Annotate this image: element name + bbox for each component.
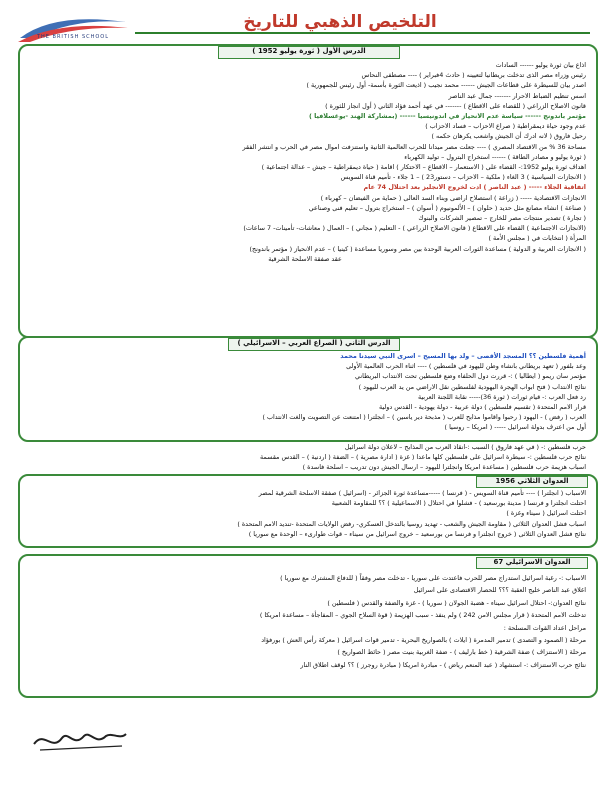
list-item: نتائج فشل العدوان الثلاثى ( خروج انجلترا و فرنسا من بورسعيد – خروج اسرائيل من سيناء – قوات طوارىء – الوحدة مع سوريا ) (248, 529, 586, 538)
list-item: اغلاق عبد الناصر خليج العقبة ؟؟؟ للحصار الاقتصادى على اسرائيل (413, 586, 586, 595)
list-item: رحيل فاروق ( لانه ادرك أن الجيش واشعب يكرهان حكمه ) (431, 132, 586, 141)
list-item: احتلت اسرائيل ( سيناء وغزة ) (506, 509, 586, 518)
list-item: اسس تنظيم الضباط الاحرار ------- جمال عبد الناصر (448, 91, 586, 100)
list-item: مساحة 36 % من الاقتصاد المصري ) ---- جعلت مصر ميدانا للحرب العالمية الثانية واستنزفت اموال مصر في الحرب و انتشر الفقر (242, 142, 586, 151)
list-item: ( الانجازات السياسية ) 3 الغاء ( ملكية – الاحزاب – دستور23 ) – 1 جلاء - تأميم قناة السويس (340, 173, 586, 182)
list-item: (الانجازات الاجتماعية ) القضاء على الاقطاع ( قانون الاصلاح الزراعي ) - التعليم ( مجاني ) – العمال ( معاشات- تأمينات- 7 ساعات) (243, 224, 586, 233)
lesson2-text (24, 351, 586, 433)
signature-icon (30, 722, 130, 756)
list-item: مرحلة ( الصمود و التصدى ) تدمير المدمرة ( ايلات ) بالصواريخ البحرية - تدمير قوات اسرائيل ( معركة رأس العش ) بورفؤاد (261, 636, 586, 645)
list-item: الاسباب :- رغبة اسرائيل استدراج مصر للحرب فاعتدت على سوريا - تدخلت مصر وفقاً ( للدفاع المشترك مع سوريا ) (280, 574, 586, 582)
list-item: احتلت انجلترا و فرنسا ( مدينة بورسعيد ) - فشلوا في احتلال ( الاسماعيلية ) ؟؟ للمقاومة الشعبية (331, 499, 586, 508)
list-item: نتائج حرب الاستنزاف :- استشهاد ( عبد المنعم رياض ) - مبادرة امريكا ( مبادرة روجرز ) ؟؟ لوقف اطلاق النار (300, 660, 586, 669)
lesson4-text (24, 572, 586, 671)
list-item: الاسباب ( انجلترا ) ---- تأميم قناة السويس - ( فرنسا ) -----مساعدة ثورة الجزائر - (اسرائيل ) صفقة الاسلحة الشرقية لمصر (258, 489, 586, 497)
list-item: اذاع بيان ثورة يوليو ------ السادات (495, 61, 586, 69)
list-item: أهمية فلسطين ؟؟ المسجد الأقصى – ولد بها المسيح – اسرى النبي سيدنا محمد (340, 352, 586, 360)
lesson1-title: الدرس الأول ( ثورة يوليو 1952 ) (218, 46, 400, 59)
school-logo-text: THE BRITISH SCHOOL (36, 34, 110, 40)
list-item: اصدر بيان للسيطرة على قطاعات الجيش ------ محمد نجيب ( اذيعت الثورة بأسمة- أول رئيس للجمهورية ) (306, 81, 586, 90)
list-item: مؤتمر باندونج ------ سياسة عدم الانحياز في اندونيسيا ------ (بمشاركة الهند -يوغسلافيا ) (308, 112, 586, 121)
list-item: اسباب فشل العدوان الثلاثى ( مقاومة الجيش والشعب - تهديد روسيا بالتدخل العسكري- رفض الولايات المتحدة -تنديد الامم المتحدة ) (237, 519, 586, 528)
list-item: اسباب هزيمة حرب فلسطين ( مساعدة امريكا وانجلترا لليهود – ارسال الجيش دون تدريب – اسلحة فاسدة ) (302, 463, 586, 472)
lesson3-text (24, 488, 586, 539)
list-item: رئيس وزراء مصر الذى تدخلت بريطانيا لتعيينه ( حادث 4فبراير ) ---- مصطفى النحاس (361, 71, 586, 80)
list-item: ( تجارة ) تصدير منتجات مصر للخارج – تمصير الشركات والبنوك (418, 214, 586, 223)
list-item: مرحلة ( الاستنزاف ) ضفة الشرقية ( خط بارليف ) - ضفة الغربية بنيت مصر ( حائط الصواريخ ) (337, 648, 586, 657)
list-item: ( الانجازات العربية و الدولية ) مساعدة الثورات العربية الوحدة بين مصر وسوريا مساعدة ( كينيا ) – عدم الانحياز ( مؤتمر باندونج) (249, 244, 586, 253)
list-item: عدم وجود حياة ديمقراطية ( صراع الاحزاب – فساد الاحزاب ) (425, 122, 586, 131)
list-item: نتائج حرب فلسطين :- سيطرة اسرائيل على فلسطين كلها ماعدا ( غزة ( ادارة مصرية ) – الضفة ( اردنية ) – القدس مقسمة (260, 453, 586, 462)
list-item: ( ثورة يوليو و مصادر الطاقة ) ------ استخراج البترول – توليد الكهرباء (404, 152, 586, 161)
list-item: المرأة ( انتخابات في ( مجلس الأمة ) (488, 234, 586, 243)
list-item: وعد بلفور ( تعهد بريطاني بانشاء وطن لليهود في فلسطين ) ---- اثناء الحرب العالمية الأولى (346, 362, 586, 371)
lesson2-title: الدرس الثاني ( الصراع العربي – الاسرائيلي ) (228, 338, 400, 351)
list-item: اهداف ثورة يوليو 1952:- القضاء على ( الاستعمار – الاقطاع – الاحتكار ) اقامة ( حياة ديمقراطية – جيش – عدالة اجتماعية ) (261, 163, 586, 172)
lesson4-title: العدوان الاسرائيلي 67 (476, 557, 588, 569)
lesson3-title: العدوان الثلاثي 1956 (476, 476, 588, 488)
list-item: تدخلت الامم المتحدة ( قرار مجلس الامن 242 ) ولم ينفذ - سبب الهزيمة ( قوة السلاح الجوي – المفاجأة – مساعدة امريكا ) (259, 611, 586, 620)
list-item: نتائج العدوان:- احتلال اسرائيل سيناء - هضبة الجولان ( سوريا ) - غزة والضفة والقدس ( فلسطين ) (327, 598, 586, 607)
list-item: نتائج الانتداب ( فتح ابواب الهجرة اليهودية لفلسطين نقل الاراضي من يد العرب لليهود ) (358, 382, 586, 391)
lesson1-text (24, 60, 586, 264)
list-item: أول من اعترف بدولة اسرائيل ----- ( امريكا – روسيا ) (444, 423, 586, 432)
list-item: قرار الامم المتحدة ( تقسيم فلسطين ) دولة عربية - دولة يهودية - القدس دولية (378, 403, 586, 412)
page-title: التلخيص الذهبي للتاريخ (243, 12, 437, 32)
list-item: اتفاقية الجلاء ----- ( عبد الناصر ) ادت لخروج الانجليز بعد احتلال 74 عام (363, 183, 586, 192)
list-item: ( صناعة ) انشاء مصانع مثل حديد ( حلوان ) – الألمونيوم ( أسوان ) – استخراج بترول – تعليم فنى وصناعي (308, 203, 586, 212)
palestine-war-text (24, 442, 586, 473)
list-item: الانجازات الاقتصادية ----- ( زراعة ) استصلاح اراضى وبناء السد العالى ( حماية من الفيضان – كهرباء ) (320, 193, 586, 202)
list-item: قانون الاصلاح الزراعي ( للقضاء على الاقطاع ) ------- في عهد أحمد فؤاد الثاني ( أول انجاز للثورة ) (325, 101, 586, 110)
list-item: مؤتمر سان ريمو ( ايطاليا ) :- قررت دول الحلفاء وضع فلسطين تحت الانتداب البريطاني (355, 372, 586, 381)
title-underline (135, 32, 590, 34)
list-item: حرب فلسطين :- ( في عهد فاروق ) السبب :-انقاذ العرب من المذابح – لاعلان دولة اسرائيل (344, 443, 586, 451)
list-item: مراحل اعداد القوات المسلحة : (503, 623, 586, 632)
list-item: عقد صفقة الاسلحة الشرقية (268, 254, 342, 263)
list-item: رد فعل العرب :- قيام ثورات ( ثورة 36)----- نقابة اللجنة العربية (417, 392, 586, 401)
list-item: العرب ( رفض ) - اليهود ( رحبوا واقاموا مذابح للعرب ( مذبحة دير ياسين ) – انجلترا ( امتنعت عن التصويت والغت الانتداب ) (262, 413, 586, 422)
